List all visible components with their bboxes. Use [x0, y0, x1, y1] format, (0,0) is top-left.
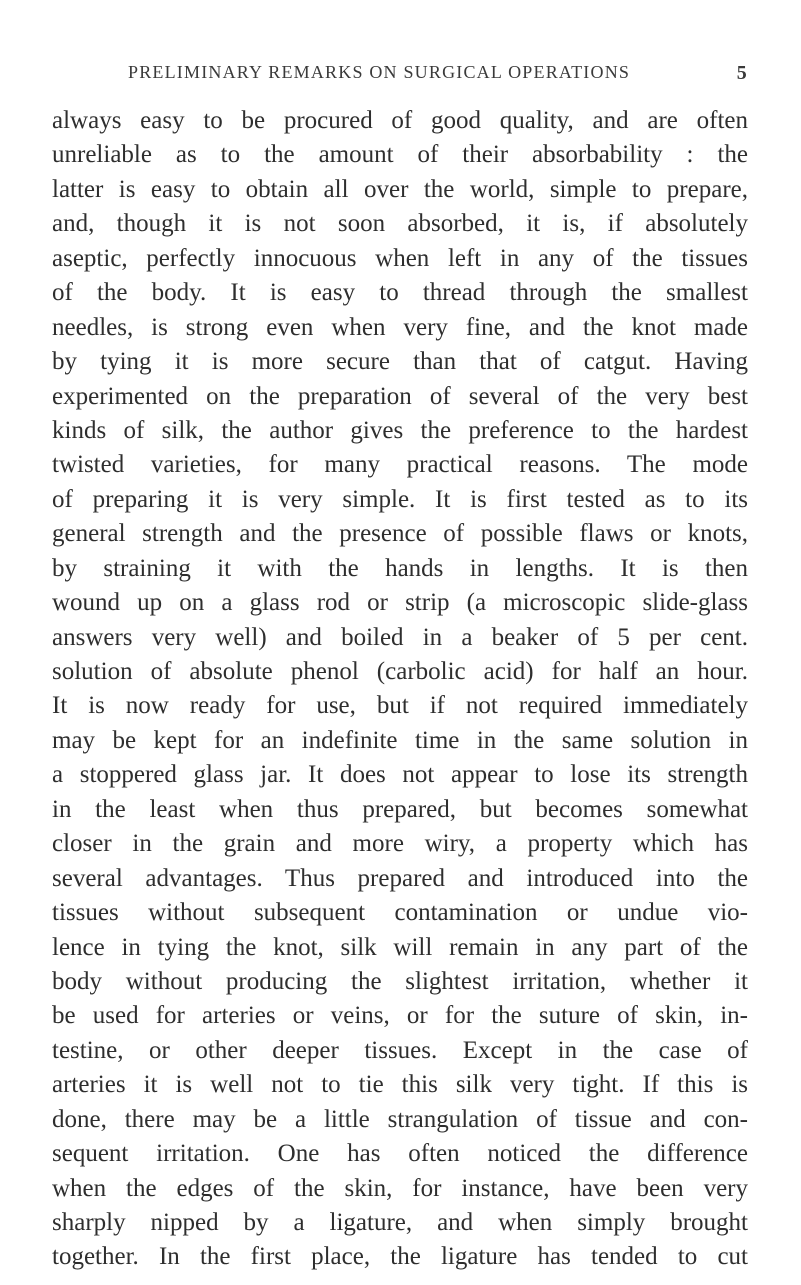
text-line: lence in tying the knot, silk will remain in any part of the [52, 933, 748, 961]
text-line: by straining it with the hands in lengths. It is then [52, 554, 748, 582]
text-line: twisted varieties, for many practical reasons. The mode [52, 451, 748, 479]
text-line: may be kept for an indefinite time in the same solution in [52, 726, 748, 754]
text-line: needles, is strong even when very fine, and the knot made [52, 313, 748, 341]
text-line: wound up on a glass rod or strip (a microscopic slide-glass [52, 589, 748, 617]
text-line: aseptic, perfectly innocuous when left in any of the tissues [52, 244, 748, 272]
running-head [128, 62, 748, 88]
text-line: general strength and the presence of possible flaws or knots, [52, 520, 748, 548]
text-line: arteries it is well not to tie this silk very tight. If this is [52, 1071, 748, 1099]
text-line: and, though it is not soon absorbed, it is, if absolutely [52, 210, 748, 238]
text-line: latter is easy to obtain all over the world, simple to prepare, [52, 175, 748, 203]
text-line: experimented on the preparation of several of the very best [52, 382, 748, 410]
text-line: always easy to be procured of good quality, and are often [52, 107, 748, 134]
text-line: be used for arteries or veins, or for the suture of skin, in- [52, 1002, 748, 1030]
text-line: of the body. It is easy to thread through the smallest [52, 279, 748, 307]
text-line: answers very well) and boiled in a beaker of 5 per cent. [52, 623, 748, 651]
text-line: closer in the grain and more wiry, a property which has [52, 830, 748, 858]
text-line: testine, or other deeper tissues. Except in the case of [52, 1036, 748, 1064]
running-title: PRELIMINARY REMARKS ON SURGICAL OPERATIONS [128, 62, 631, 82]
text-line: It is now ready for use, but if not required immediately [52, 692, 748, 720]
text-line: tissues without subsequent contamination or undue vio- [52, 899, 748, 927]
text-line: sharply nipped by a ligature, and when simply brought [52, 1209, 748, 1236]
text-line: in the least when thus prepared, but becomes somewhat [52, 795, 748, 823]
page-number: 5 [736, 62, 748, 84]
text-line: a stoppered glass jar. It does not appear to lose its strength [52, 761, 748, 789]
text-line: when the edges of the skin, for instance, have been very [52, 1174, 748, 1202]
text-line: unreliable as to the amount of their absorbability : the [52, 141, 748, 169]
text-line: body without producing the slightest irritation, whether it [52, 967, 748, 995]
text-line: done, there may be a little strangulation of tissue and con- [52, 1105, 748, 1133]
text-line: several advantages. Thus prepared and introduced into the [52, 864, 748, 892]
text-line: kinds of silk, the author gives the preference to the hardest [52, 416, 748, 444]
text-line: sequent irritation. One has often noticed the difference [52, 1140, 748, 1168]
text-line: of preparing it is very simple. It is first tested as to its [52, 485, 748, 513]
body-text [52, 104, 748, 1275]
text-line: by tying it is more secure than that of catgut. Having [52, 348, 748, 376]
text-line: together. In the first place, the ligature has tended to cut [52, 1243, 748, 1271]
text-line: solution of absolute phenol (carbolic acid) for half an hour. [52, 658, 748, 685]
